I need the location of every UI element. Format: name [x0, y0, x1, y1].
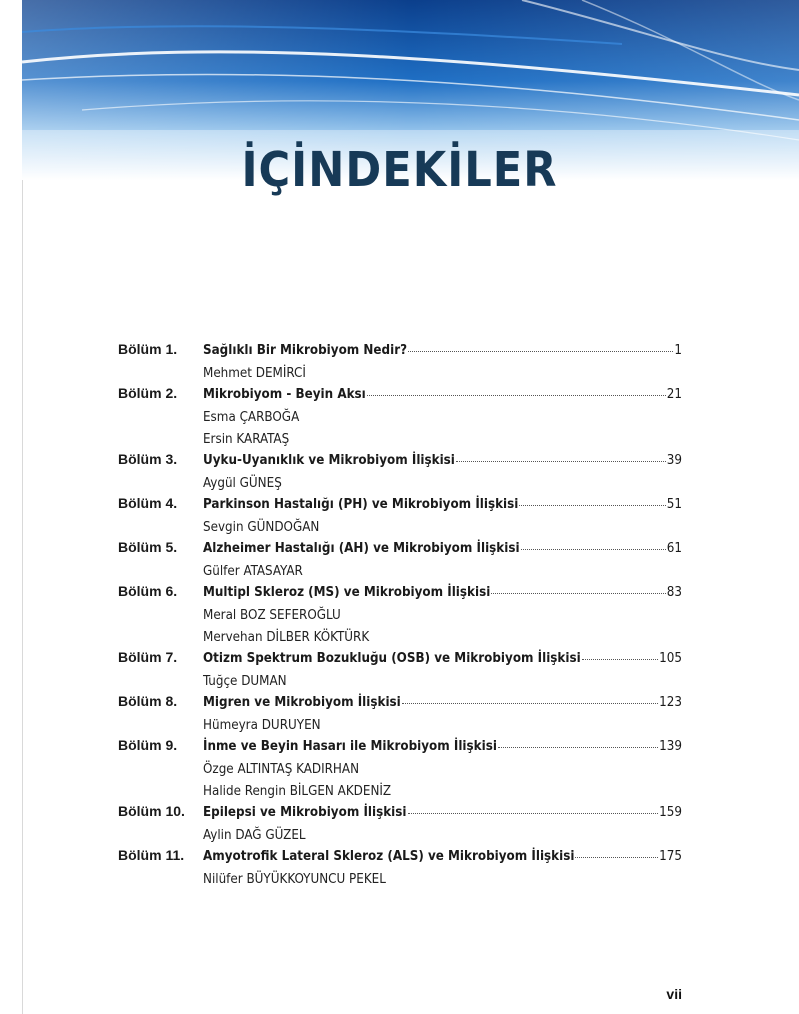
table-of-contents: [118, 341, 682, 891]
chapter-title: Epilepsi ve Mikrobiyom İlişkisi: [203, 805, 407, 820]
toc-entry: [118, 539, 682, 583]
chapter-title: Otizm Spektrum Bozukluğu (OSB) ve Mikrobiyom İlişkisi: [203, 651, 581, 666]
chapter-number: Bölüm 7.: [118, 649, 178, 665]
toc-entry-heading[interactable]: [118, 693, 682, 715]
toc-entry-heading[interactable]: [118, 495, 682, 517]
chapter-page-number: 83: [666, 585, 682, 600]
chapter-page-number: 105: [659, 651, 682, 666]
chapter-author: Mervehan DİLBER KÖKTÜRK: [203, 630, 370, 645]
toc-entry-heading[interactable]: [118, 649, 682, 671]
toc-entry-heading[interactable]: [118, 385, 682, 407]
chapter-title: Uyku-Uyanıklık ve Mikrobiyom İlişkisi: [203, 453, 455, 468]
toc-entry: [118, 583, 682, 649]
dot-leader: [491, 583, 665, 594]
dot-leader: [582, 649, 658, 660]
chapter-author: Tuğçe DUMAN: [203, 674, 287, 689]
chapter-title: Sağlıklı Bir Mikrobiyom Nedir?: [203, 343, 408, 358]
chapter-author: Sevgin GÜNDOĞAN: [203, 520, 320, 535]
chapter-page-number: 1: [674, 343, 682, 358]
chapter-number: Bölüm 3.: [118, 451, 178, 467]
chapter-page-number: 61: [666, 541, 682, 556]
chapter-number: Bölüm 11.: [118, 847, 185, 863]
toc-entry: [118, 803, 682, 847]
toc-entry-heading[interactable]: [118, 341, 682, 363]
chapter-number: Bölüm 5.: [118, 539, 178, 555]
chapter-title: Migren ve Mikrobiyom İlişkisi: [203, 695, 401, 710]
chapter-title: Amyotrofik Lateral Skleroz (ALS) ve Mikrobiyom İlişkisi: [203, 849, 575, 864]
toc-entry-heading[interactable]: [118, 583, 682, 605]
dot-leader: [456, 451, 666, 462]
toc-entry: [118, 385, 682, 451]
chapter-author: Gülfer ATASAYAR: [203, 564, 303, 579]
toc-entry-heading[interactable]: [118, 803, 682, 825]
toc-entry: [118, 737, 682, 803]
dot-leader: [498, 737, 658, 748]
toc-entry-heading[interactable]: [118, 737, 682, 759]
toc-entry-heading[interactable]: [118, 847, 682, 869]
toc-entry-heading[interactable]: [118, 539, 682, 561]
dot-leader: [521, 539, 666, 550]
chapter-author: Esma ÇARBOĞA: [203, 410, 300, 425]
dot-leader: [408, 803, 659, 814]
chapter-title: Parkinson Hastalığı (PH) ve Mikrobiyom İlişkisi: [203, 497, 519, 512]
dot-leader: [519, 495, 665, 506]
toc-entry: [118, 693, 682, 737]
chapter-page-number: 123: [659, 695, 682, 710]
chapter-page-number: 139: [659, 739, 682, 754]
chapter-author: Meral BOZ SEFEROĞLU: [203, 608, 341, 623]
chapter-number: Bölüm 6.: [118, 583, 178, 599]
chapter-number: Bölüm 10.: [118, 803, 185, 819]
chapter-title: Multipl Skleroz (MS) ve Mikrobiyom İlişkisi: [203, 585, 491, 600]
chapter-author: Özge ALTINTAŞ KADIRHAN: [203, 762, 360, 777]
dot-leader: [402, 693, 658, 704]
chapter-author: Mehmet DEMİRCİ: [203, 366, 306, 381]
chapter-page-number: 21: [666, 387, 682, 402]
toc-entry: [118, 495, 682, 539]
dot-leader: [367, 385, 666, 396]
page-title: İÇİNDEKİLER: [241, 142, 558, 198]
toc-entry: [118, 451, 682, 495]
toc-entry-heading[interactable]: [118, 451, 682, 473]
chapter-page-number: 159: [659, 805, 682, 820]
page-number: vii: [666, 986, 682, 1002]
chapter-author: Nilüfer BÜYÜKKOYUNCU PEKEL: [203, 872, 386, 887]
chapter-number: Bölüm 9.: [118, 737, 178, 753]
chapter-author: Hümeyra DURUYEN: [203, 718, 321, 733]
chapter-number: Bölüm 1.: [118, 341, 178, 357]
chapter-author: Ersin KARATAŞ: [203, 432, 290, 447]
chapter-page-number: 51: [666, 497, 682, 512]
dot-leader: [575, 847, 658, 858]
chapter-author: Aylin DAĞ GÜZEL: [203, 828, 306, 843]
chapter-title: Alzheimer Hastalığı (AH) ve Mikrobiyom İlişkisi: [203, 541, 520, 556]
chapter-author: Halide Rengin BİLGEN AKDENİZ: [203, 784, 392, 799]
chapter-page-number: 175: [659, 849, 682, 864]
chapter-number: Bölüm 4.: [118, 495, 178, 511]
chapter-number: Bölüm 2.: [118, 385, 178, 401]
chapter-author: Aygül GÜNEŞ: [203, 476, 282, 491]
dot-leader: [408, 341, 673, 352]
toc-entry: [118, 341, 682, 385]
chapter-title: İnme ve Beyin Hasarı ile Mikrobiyom İlişkisi: [203, 739, 497, 754]
toc-entry: [118, 649, 682, 693]
toc-entry: [118, 847, 682, 891]
chapter-number: Bölüm 8.: [118, 693, 178, 709]
chapter-page-number: 39: [666, 453, 682, 468]
chapter-title: Mikrobiyom - Beyin Aksı: [203, 387, 366, 402]
